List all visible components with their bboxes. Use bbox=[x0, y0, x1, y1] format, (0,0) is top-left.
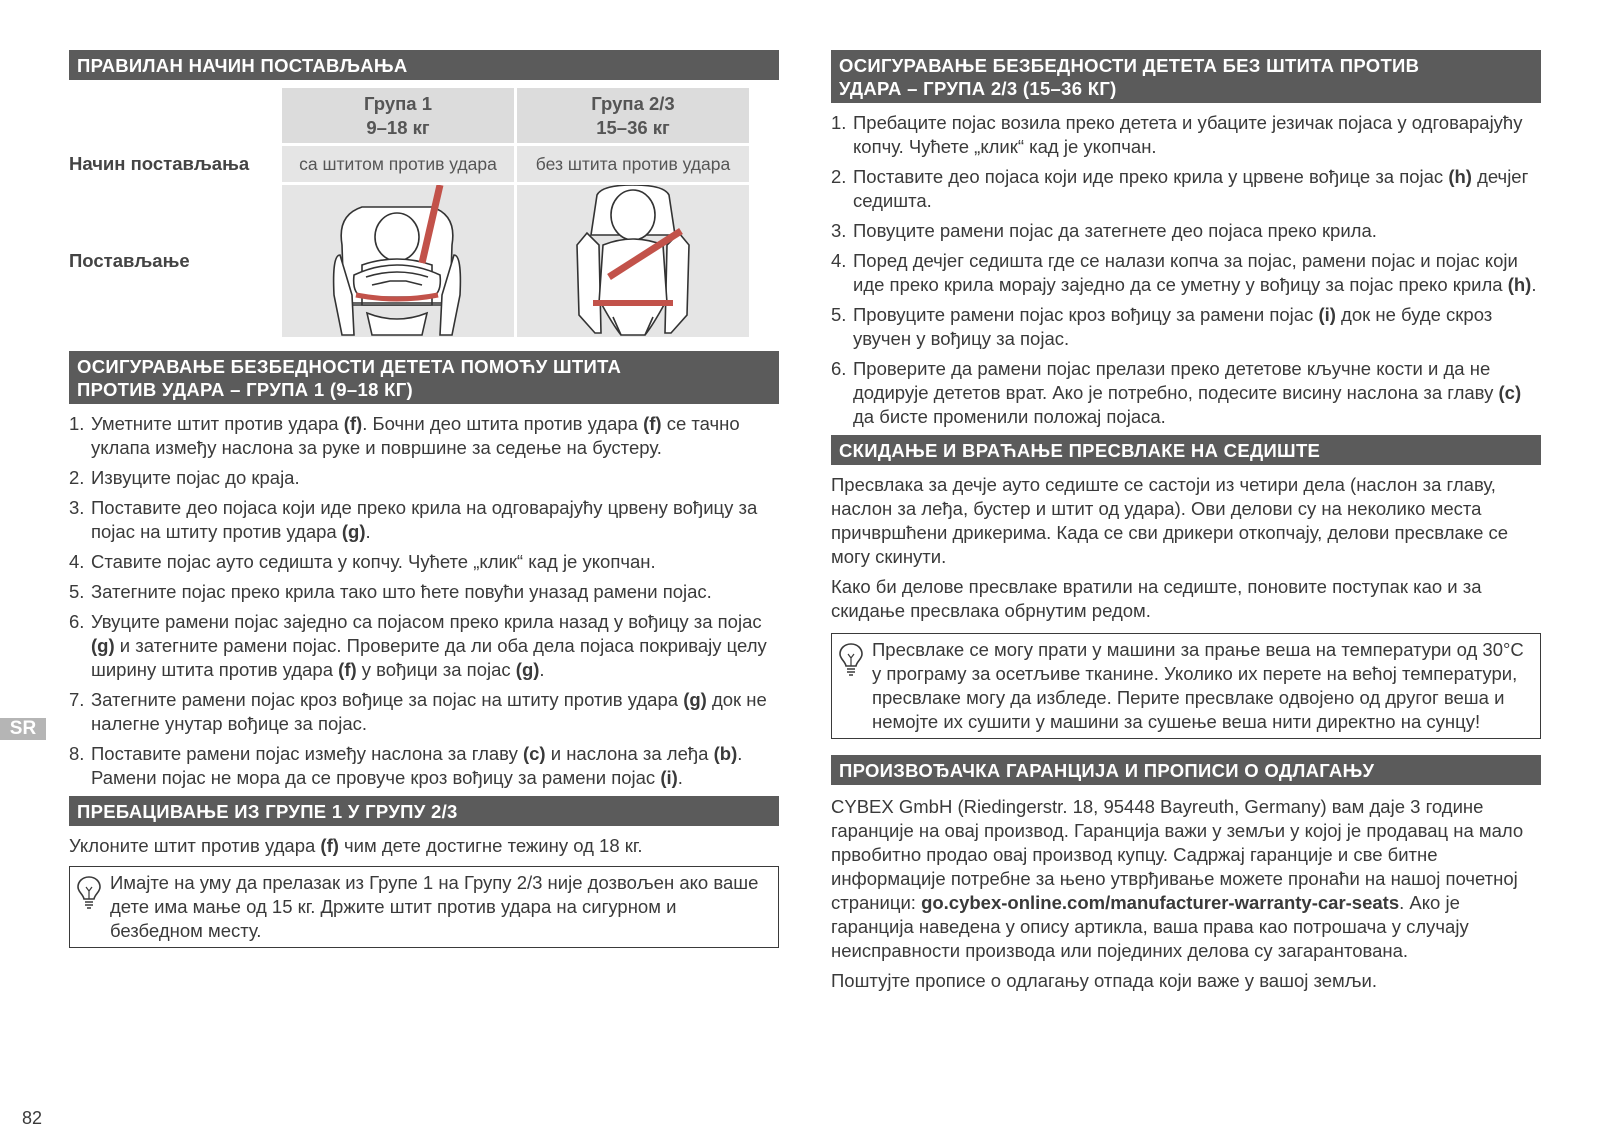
list-item: 2. Поставите део појаса који иде преко крила у црвене вођице за појас (h) дечјег седишта. bbox=[831, 166, 1529, 211]
list-item: 7. Затегните рамени појас кроз вођице за појас на штиту против удара (g) док не налегне унутар вођице за појас. bbox=[69, 689, 767, 734]
mode-group1: са штитом против удара bbox=[282, 146, 514, 182]
list-item: 3. Повуците рамени појас да затегнете део појаса преко крила. bbox=[831, 220, 1377, 241]
group23-header: ОСИГУРАВАЊЕ БЕЗБЕДНОСТИ ДЕТЕТА БЕЗ ШТИТА ПРОТИВ УДАРА – ГРУПА 2/3 (15–36 КГ) bbox=[831, 50, 1541, 103]
list-item: 8. Поставите рамени појас између наслона за главу (c) и наслона за леђа (b). Рамени појас не мора да се провуче кроз вођицу за рамени појас (i). bbox=[69, 743, 743, 788]
group1-steps bbox=[69, 412, 779, 790]
table-header-group23: Група 2/3 15–36 кг bbox=[517, 88, 749, 143]
list-item: 3. Поставите део појаса који иде преко крила на одговарајућу црвену вођицу за појас на штиту против удара (g). bbox=[69, 497, 758, 542]
list-item: 5. Провуците рамени појас кроз вођицу за рамени појас (i) док не буде скроз увучен у вођицу за појас. bbox=[831, 304, 1493, 349]
table-corner bbox=[69, 88, 279, 143]
cover-paragraph-1: Пресвлака за дечје ауто седиште се састоји из четири дела (наслон за главу, наслон за леђа, бустер и штит од удара). Ови делови су на неколико места причвршћени дрикерима. Када се сви дрикери откопчају, делови пресвлаке се могу скинути. bbox=[831, 474, 1509, 567]
warranty-header: ПРОИЗВОЂАЧКА ГАРАНЦИЈА И ПРОПИСИ О ОДЛАГАЊУ bbox=[831, 755, 1541, 785]
list-item: 5. Затегните појас преко крила тако што ћете повући уназад рамени појас. bbox=[69, 581, 712, 602]
language-tab: SR bbox=[0, 718, 46, 740]
seat-with-shield-illustration bbox=[282, 185, 514, 337]
installation-table bbox=[69, 88, 779, 337]
lightbulb-icon bbox=[838, 642, 864, 676]
seat-without-shield-illustration bbox=[517, 185, 749, 337]
group23-steps bbox=[831, 111, 1541, 429]
mode-group23: без штита против удара bbox=[517, 146, 749, 182]
page-number: 82 bbox=[22, 1108, 43, 1128]
install-header: ПРАВИЛАН НАЧИН ПОСТАВЉАЊА bbox=[69, 50, 779, 80]
list-item: 4. Ставите појас ауто седишта у копчу. Чућете „клик“ кад је укопчан. bbox=[69, 551, 656, 572]
list-item: 2. Извуците појас до краја. bbox=[69, 467, 300, 488]
list-item: 1. Уметните штит против удара (f). Бочни део штита против удара (f) се тачно уклапа између наслона за руке и површине за седење на бустеру. bbox=[69, 413, 740, 458]
warranty-link[interactable]: go.cybex-online.com/manufacturer-warranty-car-seats bbox=[921, 892, 1400, 913]
left-column bbox=[69, 50, 779, 948]
list-item: 6. Проверите да рамени појас прелази преко дететове кључне кости и да не додирује дететов врат. Ако је потребно, подесите висину наслона за главу (c) да бисте променили положај појаса. bbox=[831, 358, 1522, 427]
switch-paragraph: Уклоните штит против удара (f) чим дете достигне тежину од 18 кг. bbox=[69, 835, 643, 856]
install-label: Постављање bbox=[69, 250, 190, 271]
list-item: 6. Увуците рамени појас заједно са појасом преко крила назад у вођицу за појас (g) и затегните рамени појас. Проверите да ли оба дела појаса покривају целу ширину штита против удара (f) у вођици за појас (g). bbox=[69, 611, 767, 680]
mode-label: Начин постављања bbox=[69, 153, 250, 174]
list-item: 4. Поред дечјег седишта где се налази копча за појас, рамени појас и појас који иде преко крила морају заједно да се уметну у вођицу за појас преко крила (h). bbox=[831, 250, 1537, 295]
group1-header: ОСИГУРАВАЊЕ БЕЗБЕДНОСТИ ДЕТЕТА ПОМОЋУ ШТИТА ПРОТИВ УДАРА – ГРУПА 1 (9–18 КГ) bbox=[69, 351, 779, 404]
cover-note: Пресвлаке се могу прати у машини за прање веша на температури од 30°C у програму за осетљиве тканине. Уколико их перете на већој температури, пресвлаке могу да избледе. Перите пресвлаке одвојено од другог веша и немојте их сушити у машини за сушење веша нити директно на сунцу! bbox=[831, 633, 1541, 739]
switch-header: ПРЕБАЦИВАЊЕ ИЗ ГРУПЕ 1 У ГРУПУ 2/3 bbox=[69, 796, 779, 826]
cover-header: СКИДАЊЕ И ВРАЋАЊЕ ПРЕСВЛАКЕ НА СЕДИШТЕ bbox=[831, 435, 1541, 465]
list-item: 1. Пребаците појас возила преко детета и убаците језичак појаса у одговарајућу копчу. Чућете „клик“ кад је укопчан. bbox=[831, 112, 1523, 157]
disposal-paragraph: Поштујте прописе о одлагању отпада који важе у вашој земљи. bbox=[831, 970, 1378, 991]
cover-paragraph-2: Како би делове пресвлаке вратили на седиште, поновите поступак као и за скидање пресвлака обрнутим редом. bbox=[831, 576, 1482, 621]
warranty-paragraph: CYBEX GmbH (Riedingerstr. 18, 95448 Bayreuth, Germany) вам даје 3 године гаранције на овај производ. Гаранција важи у земљи у којој је продавац на мало првобитно продао овај производ купцу. Садржај гаранције и све битне информације потребне за њено утврђивање можете пронаћи на нашој почетној страници: go.cybex-online.com/manufacturer-warranty-car-seats. Ако је гаранција наведена у опису артикла, ваша права као потрошача у случају неисправности производа или појединих делова су загарантована. bbox=[831, 796, 1524, 961]
switch-note: Имајте на уму да прелазак из Групе 1 на Групу 2/3 није дозвољен ако ваше дете има мање од 15 кг. Држите штит против удара на сигурном и безбедном месту. bbox=[69, 866, 779, 948]
right-column bbox=[831, 50, 1541, 993]
lightbulb-icon bbox=[76, 875, 102, 909]
table-header-group1: Група 1 9–18 кг bbox=[282, 88, 514, 143]
